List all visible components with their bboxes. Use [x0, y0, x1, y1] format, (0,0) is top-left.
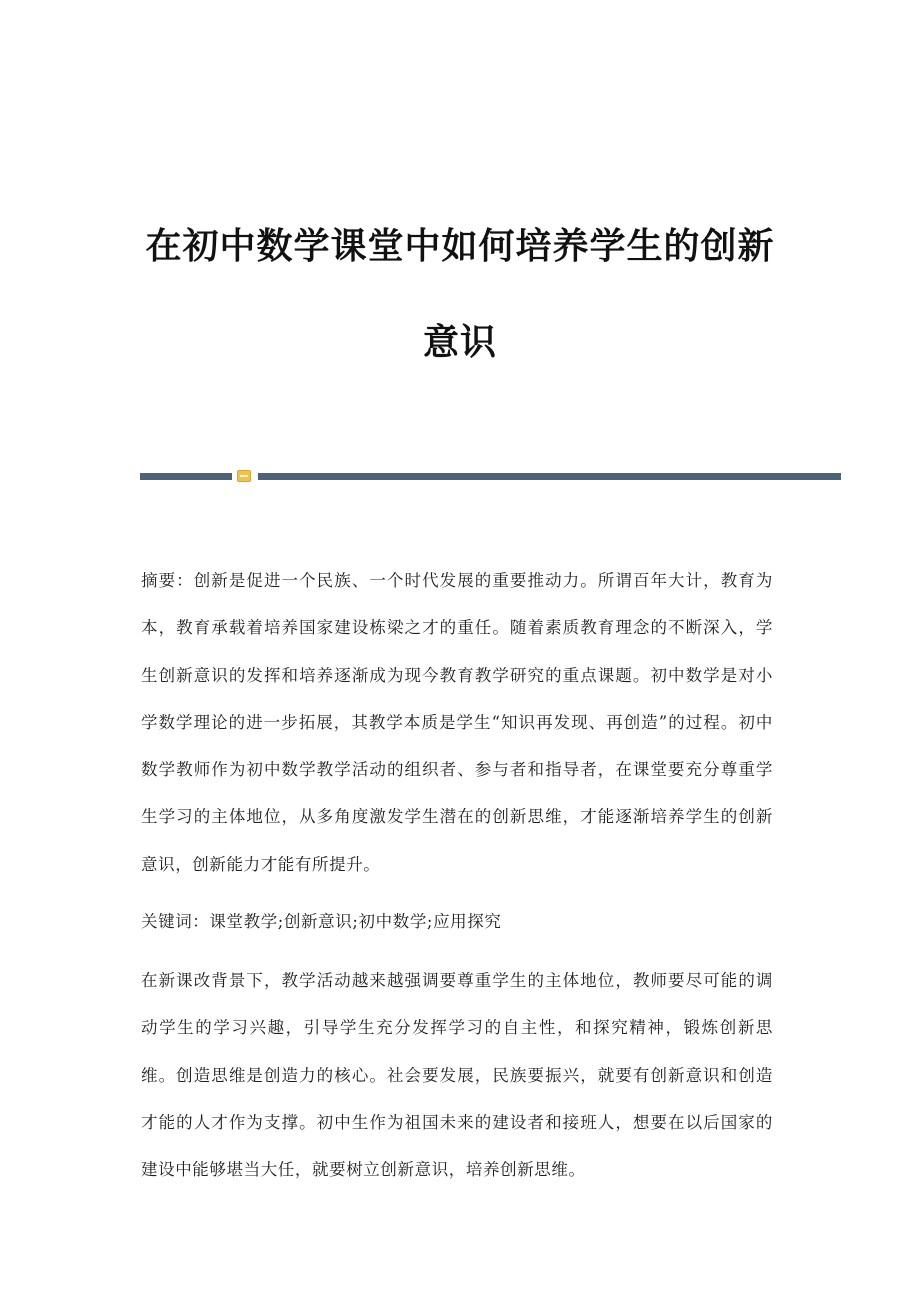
keywords-line: 关键词：课堂教学;创新意识;初中数学;应用探究	[141, 912, 502, 931]
title-divider	[140, 470, 841, 482]
divider-bar-left	[140, 473, 232, 480]
abstract-paragraph: 摘要：创新是促进一个民族、一个时代发展的重要推动力。所谓百年大计，教育为本，教育承载着培养国家建设栋梁之才的重任。随着素质教育理念的不断深入，学生创新意识的发挥和培养逐渐成为现今教育教学研究的重点课题。初中数学是对小学数学理论的进一步拓展，其教学本质是学生“知识再发现、再创造”的过程。初中数学教师作为初中数学教学活动的组织者、参与者和指导者，在课堂要充分尊重学生学习的主体地位，从多角度激发学生潜在的创新思维，才能逐渐培养学生的创新意识，创新能力才能有所提升。	[141, 571, 773, 874]
divider-bar-right	[258, 473, 841, 480]
divider-ornament-icon	[237, 470, 251, 482]
document-title-line1: 在初中数学课堂中如何培养学生的创新	[145, 225, 775, 267]
body-paragraph: 在新课改背景下，教学活动越来越强调要尊重学生的主体地位，教师要尽可能的调动学生的学习兴趣，引导学生充分发挥学习的自主性，和探究精神，锻炼创新思维。创造思维是创造力的核心。社会要发展，民族要振兴，就要有创新意识和创造才能的人才作为支撑。初中生作为祖国未来的建设者和接班人，想要在以后国家的建设中能够堪当大任，就要树立创新意识，培养创新思维。	[141, 971, 773, 1180]
document-title-line2: 意识	[422, 321, 497, 363]
